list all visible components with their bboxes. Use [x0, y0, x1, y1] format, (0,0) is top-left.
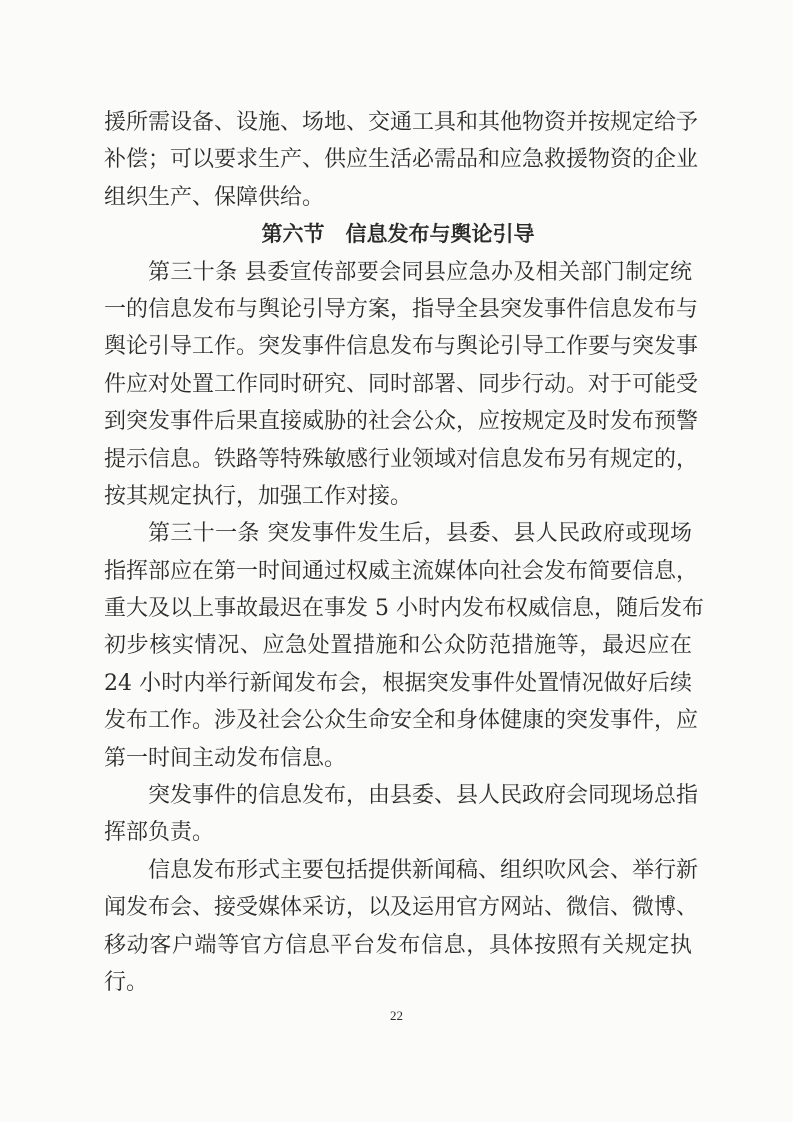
text-line: 援所需设备、设施、场地、交通工具和其他物资并按规定给予 — [104, 110, 699, 135]
text-line: 按其规定执行，加强工作对接。 — [104, 483, 413, 509]
section-heading: 第六节 信息发布与舆论引导 — [261, 222, 535, 247]
text-line: 24 小时内举行新闻发布会，根据突发事件处置情况做好后续 — [104, 670, 692, 696]
text-line: 提示信息。铁路等特殊敏感行业领域对信息发布另有规定的， — [104, 446, 699, 472]
text-line: 第三十条 县委宣传部要会同县应急办及相关部门制定统 — [148, 259, 692, 285]
text-line: 挥部负责。 — [104, 820, 215, 846]
text-line: 闻发布会、接受媒体采访，以及运用官方网站、微信、微博、 — [104, 895, 699, 921]
text-line: 到突发事件后果直接威胁的社会公众，应按规定及时发布预警 — [104, 409, 699, 435]
text-line: 行。 — [104, 969, 149, 995]
document-body — [104, 104, 704, 1001]
page-number: 22 — [390, 1008, 403, 1023]
text-line: 指挥部应在第一时间通过权威主流媒体向社会发布简要信息， — [104, 558, 699, 584]
text-line: 突发事件的信息发布，由县委、县人民政府会同现场总指 — [148, 783, 699, 809]
text-line: 组织生产、保障供给。 — [104, 184, 325, 210]
text-line: 第一时间主动发布信息。 — [104, 745, 347, 771]
text-line: 第三十一条 突发事件发生后，县委、县人民政府或现场 — [148, 521, 692, 547]
text-line: 信息发布形式主要包括提供新闻稿、组织吹风会、举行新 — [148, 857, 699, 883]
text-line: 补偿；可以要求生产、供应生活必需品和应急救援物资的企业 — [104, 147, 699, 173]
text-line: 重大及以上事故最迟在事发 5 小时内发布权威信息，随后发布 — [104, 596, 704, 622]
text-line: 件应对处置工作同时研究、同时部署、同步行动。对于可能受 — [104, 371, 699, 397]
text-line: 初步核实情况、应急处置措施和公众防范措施等，最迟应在 — [104, 633, 692, 659]
text-line: 发布工作。涉及社会公众生命安全和身体健康的突发事件，应 — [104, 708, 699, 734]
text-line: 一的信息发布与舆论引导方案，指导全县突发事件信息发布与 — [104, 296, 699, 322]
text-line: 移动客户端等官方信息平台发布信息，具体按照有关规定执 — [104, 932, 692, 958]
text-line: 舆论引导工作。突发事件信息发布与舆论引导工作要与突发事 — [104, 334, 699, 360]
